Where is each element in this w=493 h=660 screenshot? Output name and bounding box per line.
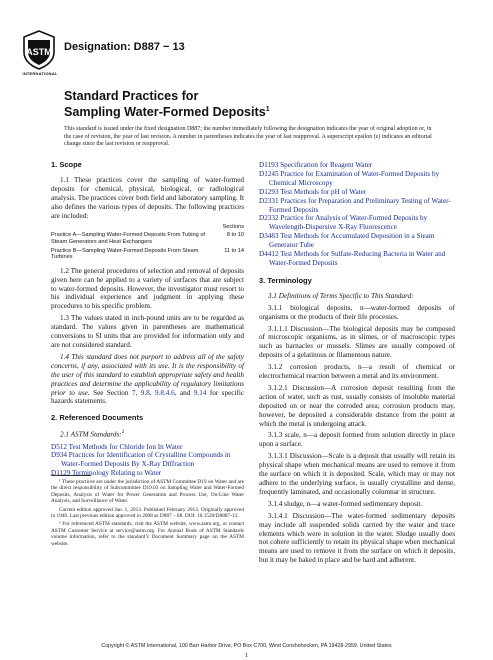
reference-code[interactable]: D1245 — [259, 169, 279, 178]
see-section-text: See Section — [89, 388, 132, 397]
reference-title[interactable]: Practices for Identification of Crystalline Compounds in Water-Formed Deposits By X-Ray Diffraction — [61, 451, 231, 469]
referenced-heading: 2. Referenced Documents — [51, 413, 144, 423]
reference-title[interactable]: Test Methods for Chloride Ion In Water — [68, 442, 183, 451]
terminology-3-1-3-1: 3.1.3.1 Discussion—Scale is a deposit that usually will retain its physical shape when mechanical means are used to remove it from the surface on which it is deposited. Scale, which may or may not adhere to the underlying surface, is usually crystalline and dense, frequently laminated, and occasionally columnar in structure. — [259, 452, 455, 496]
and-text: and — [176, 388, 194, 397]
right-column — [259, 161, 455, 568]
astm-logo-icon — [22, 30, 56, 70]
terminology-3-1: 3.1 Definitions of Terms Specific to This Standard: — [268, 291, 414, 300]
reference-link[interactable] — [259, 214, 455, 232]
reference-code[interactable]: D2332 — [259, 214, 279, 223]
reference-link[interactable] — [259, 188, 455, 197]
reference-link[interactable] — [259, 161, 455, 170]
scope-paragraph-1-4 — [51, 353, 244, 406]
reference-title[interactable]: Test Methods for pH of Water — [280, 187, 367, 196]
logo-caption: INTERNATIONAL — [22, 71, 58, 76]
practice-name: Practice B—Sampling Water-Formed Deposits From Steam Turbines — [51, 247, 199, 261]
scope-paragraph-1-2: 1.2 The general procedures of selection and removal of deposits given here can be applied to a variety of surfaces that are subject to water-formed deposits. However, the investigator must resort to his individual experience and judgment in applying these procedures to his specific problem. — [51, 266, 244, 311]
title-footnote-marker: 1 — [265, 106, 270, 113]
reference-link[interactable] — [51, 469, 244, 478]
table-row — [51, 232, 244, 247]
footnote-1-edition: Current edition approved Jan. 1, 2013. Published February 2013. Originally approved in 1946. Last previous edition approved in 2008 as D887 – 08. DOI: 10.1520/D0887-13. — [51, 506, 244, 520]
astm-standards-label — [51, 429, 244, 439]
reference-code[interactable]: D3483 — [259, 232, 279, 241]
practice-name: Practice A—Sampling Water-Formed Deposits From Tubing of Steam Generators and Heat Exchangers — [51, 232, 205, 245]
reference-code[interactable]: D2331 — [259, 196, 279, 205]
page-number: 1 — [244, 652, 249, 659]
safety-statement: 1.4 This standard does not purport to address all of the safety concerns, if any, associated with its use. It is the responsibility of the user of this standard to establish appropriate safety and health practices and determine the applicability of regulatory limitations prior to use. — [51, 352, 244, 397]
terminology-3-1-4-1: 3.1.4.1 Discussion—The water-formed sedimentary deposits may include all suspended solids carried by the water and trace elements which were in solution in the water. Sludge usually does not cohere sufficiently to retain its physical shape when mechanical means are used to remove it from the surface on which it deposits, but it may be baked in place and be hard and adherent. — [259, 511, 455, 565]
sections-label: Sections — [222, 224, 244, 231]
astm-standards-text: 2.1 ASTM Standards: — [60, 430, 122, 439]
footnotes — [51, 479, 244, 549]
reference-code[interactable]: D512 — [51, 442, 67, 451]
scope-paragraph-1-3: 1.3 The values stated in inch-pound units are to be regarded as standard. The values given in parentheses are mathematical conversions to SI units that are provided for information only and are not considered standard. — [51, 314, 244, 349]
reference-title[interactable]: Test Methods for Accumulated Deposition in a Steam Generator Tube — [269, 232, 435, 250]
reference-link[interactable] — [259, 250, 455, 268]
reference-code[interactable]: D4412 — [259, 250, 279, 259]
designation: Designation: D887 − 13 — [64, 41, 185, 53]
reference-title[interactable]: Practices for Preparation and Preliminary Testing of Water-Formed Deposits — [269, 196, 451, 214]
footnote-1: ¹ These practices are under the jurisdiction of ASTM Committee D19 on Water and are the direct responsibility of Subcommittee D19.03 on Sampling Water and Water-Formed Deposits, Analysis of Water for Power Generation and Process Use, On-Line Water Analysis, and Surveillance of Water. — [51, 479, 244, 505]
practice-sections: 11 to 14 — [224, 247, 244, 254]
reference-link[interactable] — [51, 451, 244, 469]
copyright-footer: Copyright © ASTM International, 100 Barr Harbor Drive, PO Box C700, West Conshohocken, PA 19428-2959. United States — [101, 643, 392, 649]
practice-sections: 8 to 10 — [226, 232, 244, 239]
document-title — [64, 89, 270, 119]
terminology-3-1-3: 3.1.3 scale, n—a deposit formed from solution directly in place upon a surface. — [259, 431, 455, 449]
title-line-2: Sampling Water-Formed Deposits — [64, 105, 266, 120]
terminology-3-1-1: 3.1.1 biological deposits, n—water-formed deposits of organisms or the products of their life processes. — [259, 303, 455, 321]
terminology-3-1-1-1: 3.1.1.1 Discussion—The biological deposits may be composed of microscopic organisms, as in slimes, or of macroscopic types such as barnacles or mussels. Slimes are usually composed of deposits of a gelatinous or filamentous nature. — [259, 324, 455, 360]
practices-table — [51, 232, 244, 262]
reference-title[interactable]: Specification for Reagent Water — [280, 161, 373, 169]
reference-code[interactable]: D1293 — [259, 187, 279, 196]
terminology-3-1-4: 3.1.4 sludge, n—a water-formed sedimentary deposit. — [268, 499, 423, 508]
reference-code[interactable]: D1193 — [259, 161, 279, 169]
reference-link[interactable] — [51, 443, 244, 452]
reference-link[interactable] — [259, 232, 455, 250]
section-link[interactable]: 9.14 — [193, 388, 207, 397]
reference-title[interactable]: Test Methods for Sulfate-Reducing Bacteria in Water and Water-Formed Deposits — [269, 250, 446, 267]
reference-title[interactable]: Practice for Examination of Water-Formed Deposits by Chemical Microscopy — [269, 169, 440, 187]
left-column — [51, 161, 244, 478]
scope-heading: 1. Scope — [51, 160, 82, 169]
reference-title[interactable]: Terminology Relating to Water — [71, 469, 162, 478]
footnote-divider — [51, 475, 91, 476]
scope-paragraph-1-1: 1.1 These practices cover the sampling of water-formed deposits for chemical, physical, biological, or radiological analysis. The practices cover both field and laboratory sampling. It also defines the various types of deposits. The following practices are included: — [51, 175, 244, 220]
terminology-heading: 3. Terminology — [259, 275, 312, 285]
issued-note: This standard is issued under the fixed designation D887; the number immediately following the designation indicates the year of original adoption or, in the case of revision, the year of last revision. A number in parentheses indicates the year of last reapproval. A superscript epsilon (ε) indicates an editorial change since the last revision or reapproval. — [64, 126, 432, 148]
reference-code[interactable]: D1129 — [51, 469, 71, 478]
hazards-text: for specific hazards statements. — [51, 388, 245, 406]
terminology-3-1-2-1: 3.1.2.1 Discussion—A corrosion deposit resulting from the action of water, such as rust, usually consists of insoluble material deposited on or near the corroded area; corrosion products may, however, be deposited a considerable distance from the point at which the metal is undergoing attack. — [259, 383, 455, 428]
table-row — [51, 248, 244, 263]
section-link[interactable]: 7, 9.8, 9.8.4.6, — [131, 388, 177, 397]
reference-link[interactable] — [259, 197, 455, 215]
svg-text:ASTM: ASTM — [26, 47, 52, 57]
title-line-1: Standard Practices for — [64, 89, 199, 103]
footnote-marker: 2 — [121, 430, 125, 436]
terminology-3-1-2: 3.1.2 corrosion products, n—a result of chemical or electrochemical reaction between a metal and its environment. — [259, 363, 455, 381]
reference-code[interactable]: D934 — [51, 451, 67, 460]
reference-link[interactable] — [259, 170, 455, 188]
reference-title[interactable]: Practice for Analysis of Water-Formed Deposits by Wavelength-Dispersive X-Ray Fluorescence — [269, 214, 428, 232]
footnote-2: ² For referenced ASTM standards, visit the ASTM website, www.astm.org, or contact ASTM Customer Service at service@astm.org. For Annual Book of ASTM Standards volume information, refer to the standard’s Document Summary page on the ASTM website. — [51, 521, 244, 547]
